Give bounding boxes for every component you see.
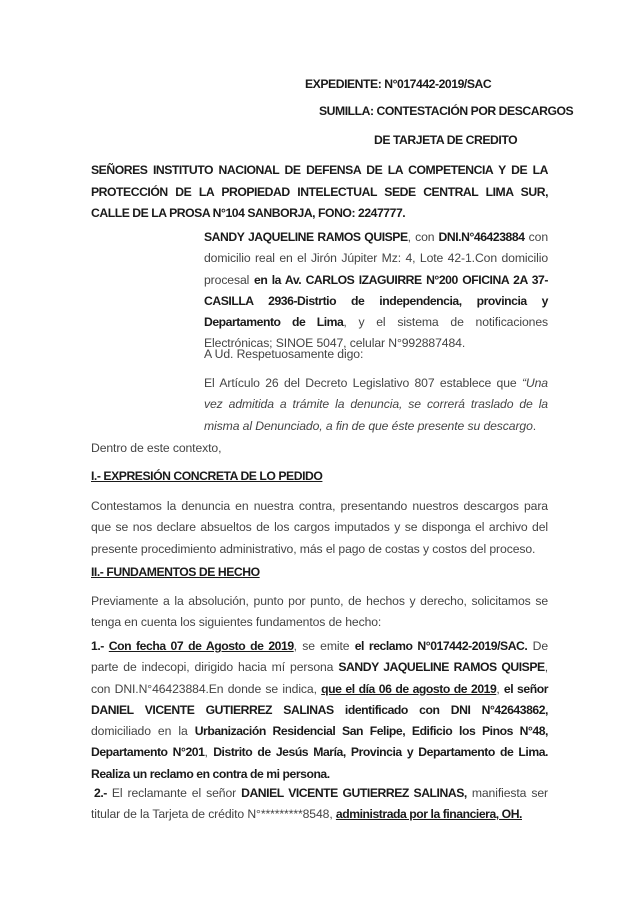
context-text: Dentro de este contexto, bbox=[91, 441, 222, 455]
point-1-date: Con fecha 07 de Agosto de 2019 bbox=[108, 639, 294, 653]
point-2-paragraph bbox=[91, 783, 548, 826]
article-text: El Artículo 26 del Decreto Legislativo 807 establece que bbox=[204, 376, 522, 390]
point-1-district: Distrito de Jesús María, Provincia y Departamento de Lima. bbox=[213, 745, 548, 760]
intro-text-2: con domicilio real en el Jirón Júpiter Mz: 4, Lote 42-1.Con domicilio procesal bbox=[204, 230, 548, 287]
point-1-text-6: , bbox=[204, 745, 214, 760]
section-1-body bbox=[91, 496, 548, 560]
point-1-text-3: , con DNI.N°46423884.En donde se indica, bbox=[91, 660, 548, 696]
point-1-day: que el día 06 de agosto de 2019 bbox=[321, 681, 497, 696]
petitioner-dni: DNI.N°46423884 bbox=[438, 230, 525, 244]
point-1-address: Urbanización Residencial San Felipe, Edificio los Pinos N°48, Departamento N°201 bbox=[91, 724, 548, 760]
article-text-end: . bbox=[532, 418, 537, 433]
point-1-number: 1.- bbox=[91, 639, 109, 653]
sumilla-line: SUMILLA: CONTESTACIÓN POR DESCARGOS bbox=[319, 104, 574, 118]
expediente-number: EXPEDIENTE: N°017442-2019/SAC bbox=[305, 77, 492, 91]
sumilla-continuation: DE TARJETA DE CREDITO bbox=[374, 133, 518, 147]
point-1-claim-statement: Realiza un reclamo en contra de mi persona. bbox=[91, 766, 330, 781]
section-2-title bbox=[91, 562, 548, 583]
intro-text-3: , y el sistema de notificaciones Electrónicas; SINOE 5047, celular N°992887484. bbox=[204, 315, 548, 351]
point-2-text-2: manifiesta ser titular de la Tarjeta de crédito N°*********8548, bbox=[91, 786, 548, 822]
point-2-text-1: El reclamante el señor bbox=[106, 786, 242, 800]
petitioner-name: SANDY JAQUELINE RAMOS QUISPE bbox=[204, 230, 408, 244]
procesal-address: en la Av. CARLOS IZAGUIRRE N°200 OFICINA 2A 37-CASILLA 2936-Distrtio de independencia, provincia y Departamento de Lima bbox=[204, 272, 548, 330]
section-1-title bbox=[91, 466, 548, 487]
article-quote: “Una vez admitida a trámite la denuncia, se correrá traslado de la misma al Denunciado, a fin de que éste presente su descargo bbox=[204, 376, 548, 433]
section-1-body-text: Contestamos la denuncia en nuestra contra, presentando nuestros descargos para que se nos declare absueltos de los cargos imputados y se disponga el archivo del presente procedimiento administrativo, más el pago de costas y costos del proceso. bbox=[91, 499, 548, 556]
point-1-paragraph bbox=[91, 636, 548, 785]
intro-paragraph bbox=[204, 227, 548, 355]
context-line bbox=[91, 438, 548, 459]
point-1-text-2: De parte de indecopi, dirigido hacia mí persona bbox=[91, 639, 549, 675]
section-1-title-text: I.- EXPRESIÓN CONCRETA DE LO PEDIDO bbox=[91, 469, 323, 483]
point-1-claim: el reclamo N°017442-2019/SAC. bbox=[354, 639, 528, 653]
section-2-intro bbox=[91, 591, 548, 634]
greeting-text: A Ud. Respetuosamente digo: bbox=[204, 347, 364, 361]
article-paragraph bbox=[204, 373, 548, 437]
greeting bbox=[204, 344, 548, 365]
intro-text-1: , con bbox=[407, 230, 439, 244]
point-1-claimant: el señor DANIEL VICENTE GUTIERREZ SALINAS identificado con DNI N°42643862, bbox=[91, 681, 548, 717]
point-1-name: SANDY JAQUELINE RAMOS QUISPE bbox=[338, 660, 545, 675]
point-2-name: DANIEL VICENTE GUTIERREZ SALINAS, bbox=[241, 786, 467, 800]
point-2-number: 2.- bbox=[94, 786, 107, 800]
section-2-intro-text: Previamente a la absolución, punto por punto, de hechos y derecho, solicitamos se tenga en cuenta los siguientes fundamentos de hecho: bbox=[91, 594, 548, 630]
point-1-text-1: , se emite bbox=[293, 639, 355, 653]
addressee-text: SEÑORES INSTITUTO NACIONAL DE DEFENSA DE LA COMPETENCIA Y DE LA PROTECCIÓN DE LA PROPIEDAD INTELECTUAL SEDE CENTRAL LIMA SUR, CALLE DE LA PROSA N°104 SANBORJA, FONO: 2247777. bbox=[91, 163, 548, 220]
addressee-block bbox=[91, 160, 548, 225]
section-2-title-text: II.- FUNDAMENTOS DE HECHO bbox=[91, 565, 260, 579]
point-1-text-5: domiciliado en la bbox=[91, 724, 195, 739]
point-2-administrator: administrada por la financiera, OH. bbox=[335, 807, 522, 822]
point-1-text-4: , bbox=[496, 681, 504, 696]
